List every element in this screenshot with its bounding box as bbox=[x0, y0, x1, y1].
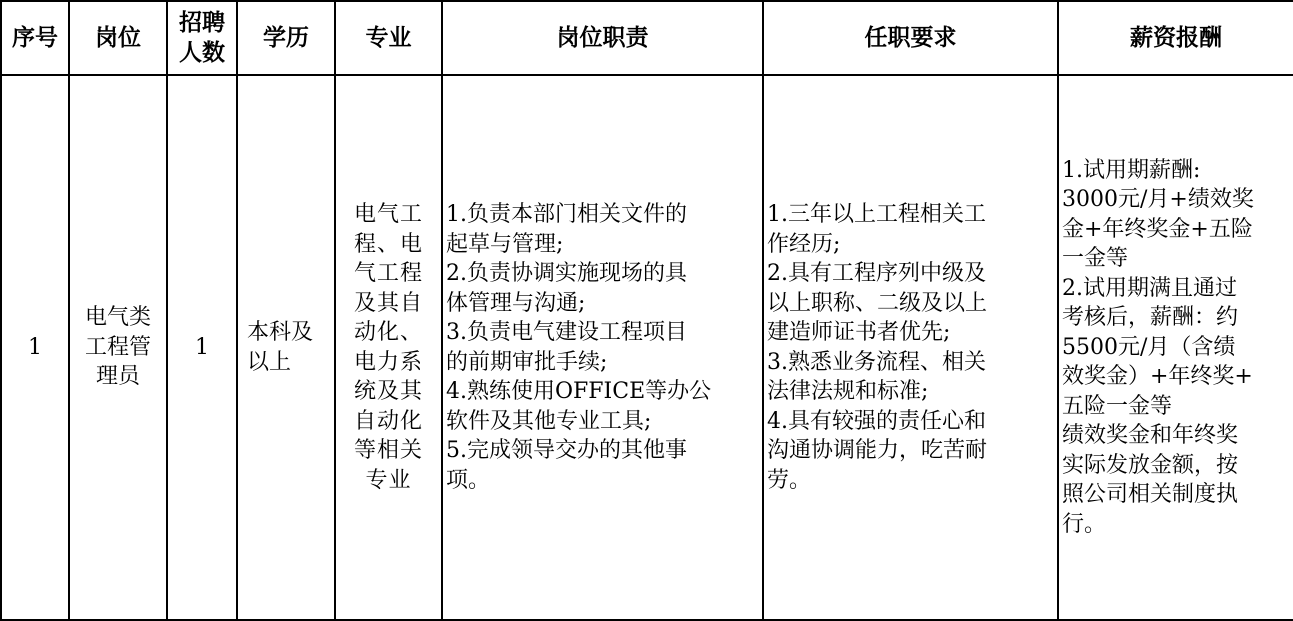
text-line: 金+年终奖金+五险 bbox=[1062, 216, 1253, 242]
text-line: 5.完成领导交办的其他事 bbox=[446, 438, 687, 463]
header-row bbox=[1, 1, 1293, 75]
text-line: 1.三年以上工程相关工 bbox=[767, 202, 986, 227]
text-line: 工程管 bbox=[84, 334, 151, 360]
text-line: 3000元/月+绩效奖 bbox=[1062, 187, 1254, 213]
header-headcount-line: 招聘 bbox=[179, 10, 225, 36]
text-line: 效奖金）+年终奖+ bbox=[1062, 364, 1253, 390]
cell-education bbox=[237, 75, 335, 620]
header-duties: 岗位职责 bbox=[442, 1, 763, 75]
header-salary: 薪资报酬 bbox=[1058, 1, 1293, 75]
text-line: 程、电 bbox=[353, 231, 423, 257]
text-line: 动化、 bbox=[353, 320, 423, 345]
text-line: 劳。 bbox=[767, 467, 812, 493]
text-line: 自动化 bbox=[353, 408, 423, 434]
cell-duties bbox=[442, 75, 763, 620]
header-education: 学历 bbox=[237, 1, 335, 75]
text-line: 照公司相关制度执 bbox=[1062, 482, 1239, 508]
header-headcount-line: 人数 bbox=[179, 40, 225, 66]
text-line: 行。 bbox=[1062, 511, 1107, 537]
text-line: 项。 bbox=[446, 467, 491, 493]
text-line: 以上 bbox=[247, 349, 292, 375]
text-line: 作经历; bbox=[767, 231, 841, 257]
text-line: 统及其 bbox=[353, 379, 423, 404]
text-line: 以上职称、二级及以上 bbox=[767, 290, 988, 316]
text-line: 体管理与沟通; bbox=[446, 290, 586, 316]
text-line: 本科及 bbox=[247, 320, 314, 345]
text-line: 实际发放金额，按 bbox=[1062, 452, 1239, 478]
cell-requirements bbox=[763, 75, 1058, 620]
text-line: 五险一金等 bbox=[1062, 393, 1173, 419]
cell-major bbox=[335, 75, 442, 620]
text-line: 法律法规和标准; bbox=[767, 379, 929, 404]
text-line: 4.具有较强的责任心和 bbox=[767, 408, 986, 434]
text-line: 专业 bbox=[365, 467, 412, 493]
text-line: 沟通协调能力，吃苦耐 bbox=[767, 438, 988, 463]
text-line: 气工程 bbox=[353, 261, 423, 286]
cell-salary bbox=[1058, 75, 1293, 620]
text-line: 软件及其他专业工具; bbox=[446, 408, 652, 434]
text-line: 3.负责电气建设工程项目 bbox=[446, 320, 687, 345]
header-position: 岗位 bbox=[69, 1, 167, 75]
text-line: 4.熟练使用OFFICE等办公 bbox=[446, 379, 712, 404]
text-line: 3.熟悉业务流程、相关 bbox=[767, 349, 986, 375]
cell-headcount: 1 bbox=[167, 75, 237, 620]
text-line: 2.试用期满且通过 bbox=[1062, 275, 1237, 301]
text-line: 起草与管理; bbox=[446, 231, 564, 257]
text-line: 的前期审批手续; bbox=[446, 349, 608, 375]
text-line: 2.具有工程序列中级及 bbox=[767, 261, 986, 286]
text-line: 一金等 bbox=[1062, 246, 1129, 272]
cell-seq: 1 bbox=[1, 75, 69, 620]
text-line: 理员 bbox=[95, 364, 140, 390]
text-line: 电气工 bbox=[353, 202, 423, 227]
text-line: 电力系 bbox=[353, 349, 423, 375]
cell-position bbox=[69, 75, 167, 620]
text-line: 等相关 bbox=[353, 438, 423, 463]
text-line: 5500元/月（含绩 bbox=[1062, 334, 1236, 360]
header-major: 专业 bbox=[335, 1, 442, 75]
text-line: 考核后，薪酬：约 bbox=[1062, 305, 1239, 331]
text-line: 及其自 bbox=[353, 290, 423, 316]
text-line: 电气类 bbox=[84, 305, 151, 331]
header-headcount bbox=[167, 1, 237, 75]
text-line: 1.试用期薪酬: bbox=[1062, 157, 1201, 183]
table-row bbox=[1, 75, 1293, 620]
header-seq: 序号 bbox=[1, 1, 69, 75]
text-line: 绩效奖金和年终奖 bbox=[1062, 423, 1239, 449]
text-line: 1.负责本部门相关文件的 bbox=[446, 202, 687, 227]
text-line: 2.负责协调实施现场的具 bbox=[446, 261, 687, 286]
text-line: 建造师证书者优先; bbox=[767, 320, 951, 345]
header-requirements: 任职要求 bbox=[763, 1, 1058, 75]
